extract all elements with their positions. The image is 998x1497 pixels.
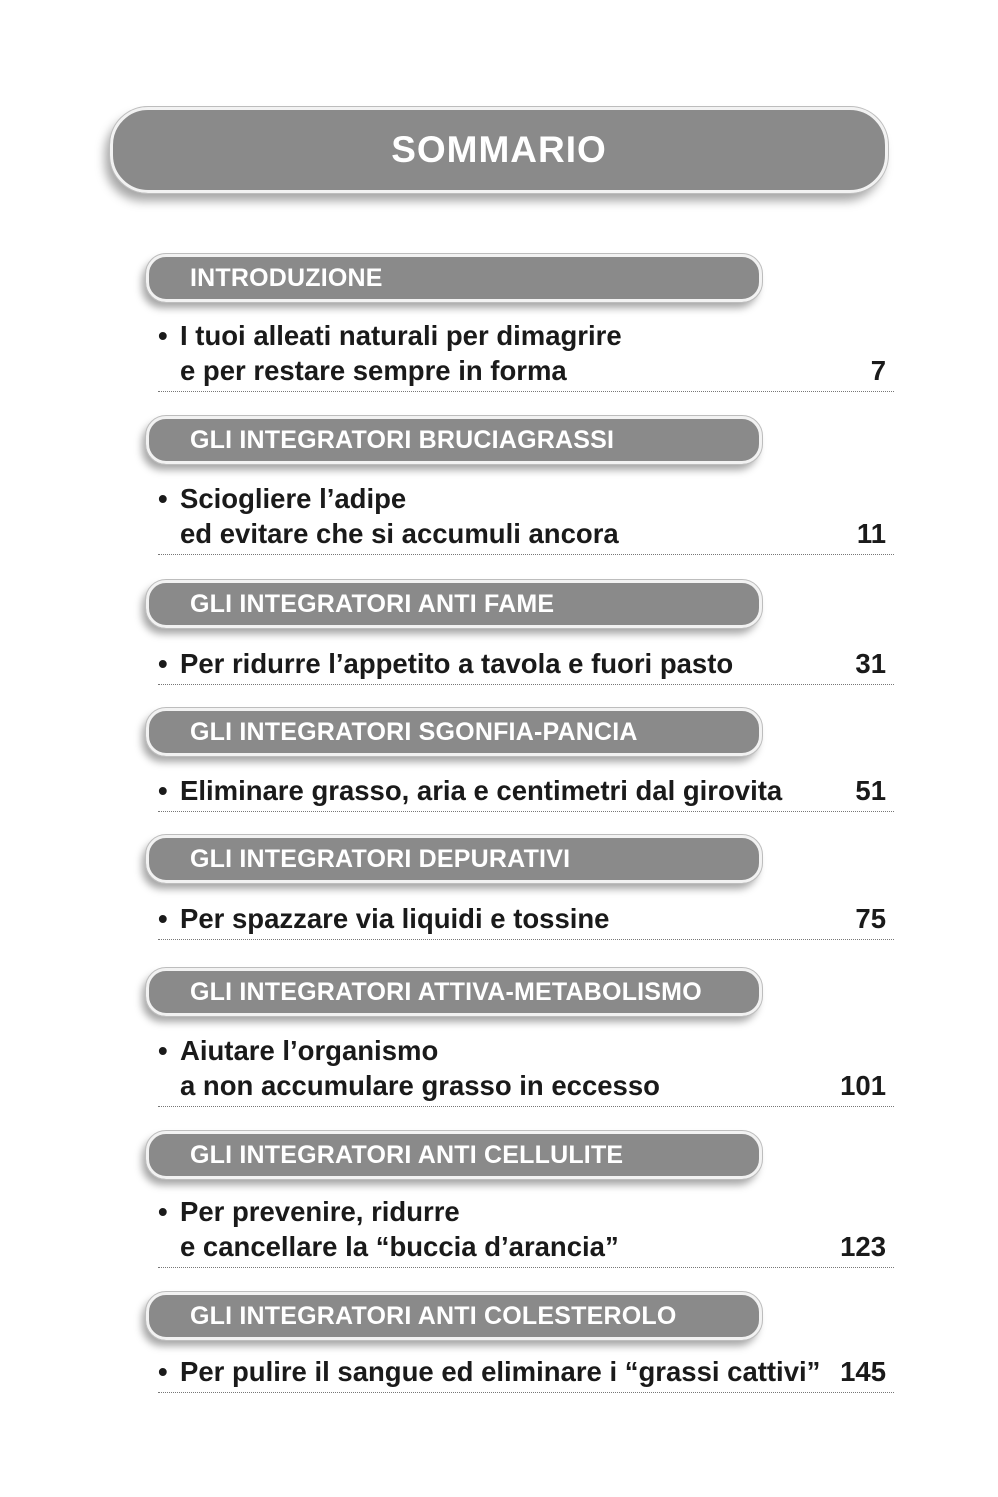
section-header	[146, 254, 762, 302]
toc-entry[interactable]	[158, 773, 894, 812]
bullet: •	[158, 1356, 168, 1387]
toc-section-depurativi	[146, 835, 894, 940]
bullet: •	[158, 320, 168, 351]
toc-section-bruciagrassi	[146, 416, 894, 555]
section-header-label: GLI INTEGRATORI ANTI FAME	[190, 589, 555, 618]
entry-text-line1: Per prevenire, ridurre	[180, 1196, 460, 1227]
toc-entry[interactable]	[158, 1354, 894, 1393]
entry-text-line2: e cancellare la “buccia d’arancia”	[180, 1231, 619, 1262]
entry-text-line1: Per ridurre l’appetito a tavola e fuori pasto	[180, 648, 734, 679]
page-number: 7	[870, 355, 886, 386]
page-number: 101	[840, 1070, 886, 1101]
page-number: 145	[840, 1356, 886, 1387]
toc-section-anti-cellulite	[146, 1131, 894, 1268]
entry-text-line1: Per pulire il sangue ed eliminare i “grassi cattivi”	[180, 1356, 821, 1387]
bullet: •	[158, 1196, 168, 1227]
toc-entry[interactable]	[158, 1194, 894, 1268]
section-header-label: GLI INTEGRATORI ANTI COLESTEROLO	[190, 1301, 677, 1330]
entry-text-line2: ed evitare che si accumuli ancora	[180, 518, 619, 549]
bullet: •	[158, 775, 168, 806]
toc-entry[interactable]	[158, 318, 894, 392]
section-header	[146, 416, 762, 464]
page-number: 31	[855, 648, 886, 679]
toc-entry[interactable]	[158, 901, 894, 940]
section-header	[146, 708, 762, 756]
section-header-label: GLI INTEGRATORI SGONFIA-PANCIA	[190, 717, 638, 746]
toc-section-introduzione	[146, 254, 894, 392]
section-header-label: GLI INTEGRATORI DEPURATIVI	[190, 844, 571, 873]
entry-text-line2: a non accumulare grasso in eccesso	[180, 1070, 660, 1101]
section-header	[146, 968, 762, 1016]
entry-text-line1: I tuoi alleati naturali per dimagrire	[180, 320, 622, 351]
section-header-label: GLI INTEGRATORI ATTIVA-METABOLISMO	[190, 977, 702, 1006]
toc-entry[interactable]	[158, 1033, 894, 1107]
bullet: •	[158, 1035, 168, 1066]
section-header-label: GLI INTEGRATORI ANTI CELLULITE	[190, 1140, 624, 1169]
toc-section-sgonfia-pancia	[146, 708, 894, 812]
toc-section-anti-colesterolo	[146, 1292, 894, 1393]
section-header-label: GLI INTEGRATORI BRUCIAGRASSI	[190, 425, 615, 454]
entry-text-line2: e per restare sempre in forma	[180, 355, 567, 386]
page-number: 123	[840, 1231, 886, 1262]
page-number: 75	[855, 903, 886, 934]
toc-entry[interactable]	[158, 646, 894, 685]
toc-section-anti-fame	[146, 580, 894, 685]
entry-text-line1: Aiutare l’organismo	[180, 1035, 439, 1066]
toc-entry[interactable]	[158, 481, 894, 555]
section-header-label: INTRODUZIONE	[190, 263, 383, 292]
bullet: •	[158, 648, 168, 679]
bullet: •	[158, 903, 168, 934]
page-title-banner	[110, 107, 888, 193]
page-number: 11	[856, 518, 886, 549]
entry-text-line1: Per spazzare via liquidi e tossine	[180, 903, 610, 934]
toc-section-attiva-metabolismo	[146, 968, 894, 1107]
page-title: SOMMARIO	[391, 129, 607, 170]
entry-text-line1: Eliminare grasso, aria e centimetri dal girovita	[180, 775, 783, 806]
section-header	[146, 1131, 762, 1179]
page-number: 51	[855, 775, 886, 806]
section-header	[146, 1292, 762, 1340]
bullet: •	[158, 483, 168, 514]
section-header	[146, 580, 762, 628]
section-header	[146, 835, 762, 883]
entry-text-line1: Sciogliere l’adipe	[180, 483, 407, 514]
